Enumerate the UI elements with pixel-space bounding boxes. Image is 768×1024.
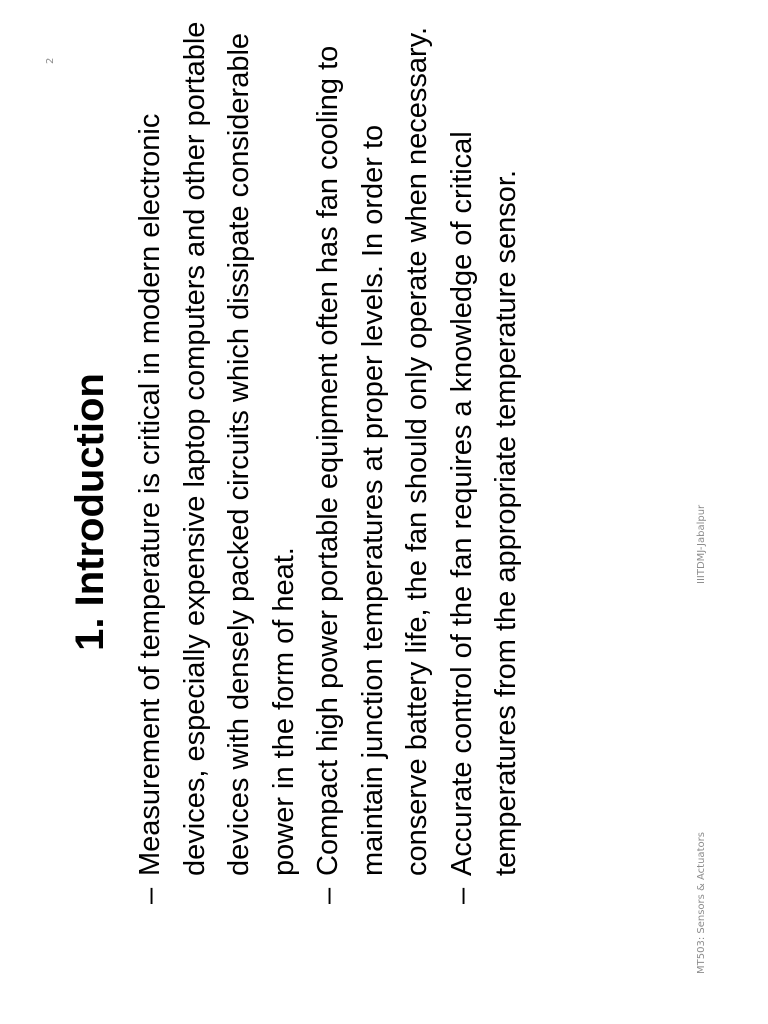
bullet-item-2 (306, 14, 440, 904)
bullet-item-1 (128, 14, 306, 904)
footer-course: MT503: Sensors & Actuators (696, 832, 707, 974)
page-number: 2 (45, 57, 56, 64)
slide-title: 1. Introduction (68, 373, 112, 651)
bullet-marker: – (445, 887, 478, 904)
bullet-list (128, 14, 529, 904)
bullet-marker: – (312, 887, 344, 904)
bullet-text: Accurate control of the fan requires a knowledge of critical temperatures from the appropriate temperature sensor. (445, 131, 522, 876)
bullet-text: Measurement of temperature is critical in modern electronic devices, especially expensive laptop computers and other portable devices with densely packed circuits which dissipate considerable power in the form of heat. (134, 21, 300, 876)
bullet-marker: – (134, 887, 166, 904)
footer-institute: IIITDMJ-Jabalpur (696, 504, 707, 584)
bullet-item-3 (440, 14, 529, 904)
bullet-text: Compact high power portable equipment often has fan cooling to maintain junction temperatures at proper levels. In order to conserve battery life, the fan should only operate when necessary. (312, 26, 433, 876)
